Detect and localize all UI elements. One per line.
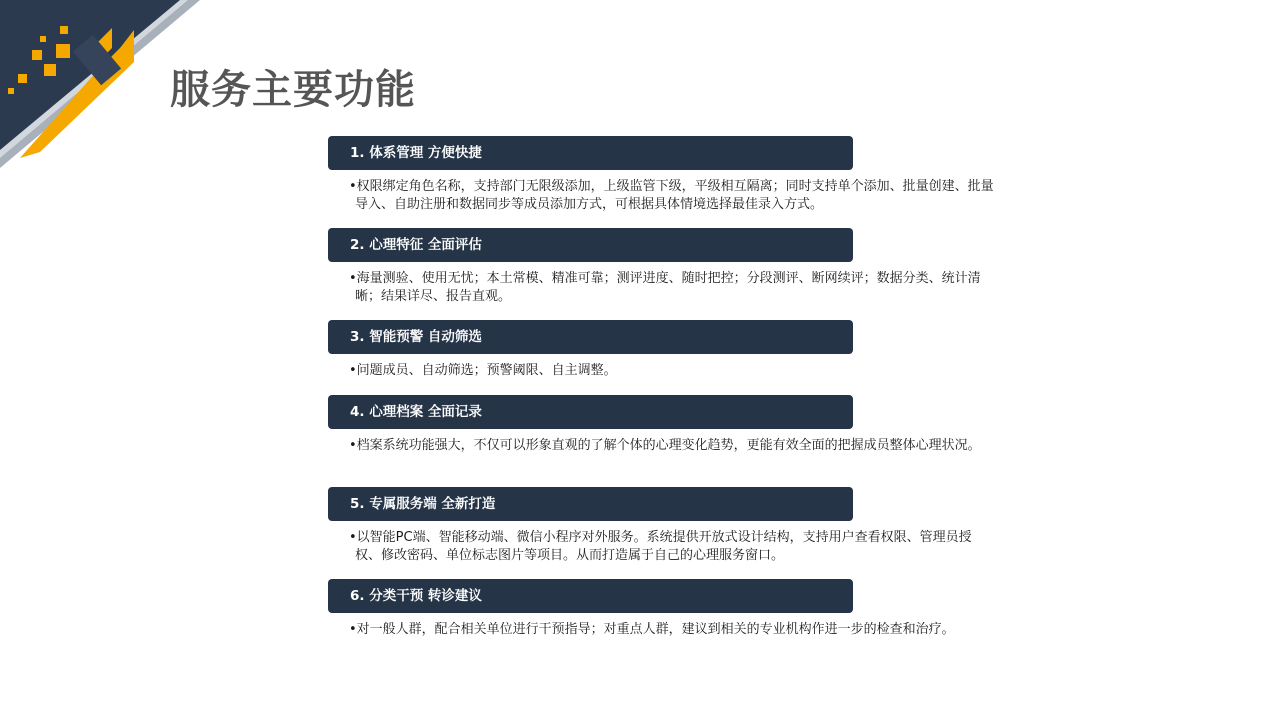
- feature-2-heading: 2. 心理特征 全面评估: [328, 228, 853, 262]
- feature-3-heading: 3. 智能预警 自动筛选: [328, 320, 853, 354]
- feature-6-heading: 6. 分类干预 转诊建议: [328, 579, 853, 613]
- feature-3-description: •问题成员、自动筛选；预警阈限、自主调整。: [349, 363, 617, 378]
- feature-1-heading: 1. 体系管理 方便快捷: [328, 136, 853, 170]
- feature-1-description: •权限绑定角色名称，支持部门无限级添加，上级监管下级，平级相互隔离；同时支持单个添加、批量创建、批量导入、自助注册和数据同步等成员添加方式，可根据具体情境选择最佳录入方式。: [349, 179, 994, 212]
- feature-4-heading: 4. 心理档案 全面记录: [328, 395, 853, 429]
- feature-5-description: •以智能PC端、智能移动端、微信小程序对外服务。系统提供开放式设计结构，支持用户查看权限、管理员授权、修改密码、单位标志图片等项目。从而打造属于自己的心理服务窗口。: [349, 530, 972, 563]
- feature-6-description: •对一般人群，配合相关单位进行干预指导；对重点人群，建议到相关的专业机构作进一步的检查和治疗。: [349, 622, 955, 637]
- feature-5-heading: 5. 专属服务端 全新打造: [328, 487, 853, 521]
- feature-4-description: •档案系统功能强大，不仅可以形象直观的了解个体的心理变化趋势，更能有效全面的把握成员整体心理状况。: [349, 438, 981, 453]
- feature-2-description: •海量测验、使用无忧；本土常模、精准可靠；测评进度、随时把控；分段测评、断网续评；数据分类、统计清晰；结果详尽、报告直观。: [349, 271, 981, 304]
- page-title: 服务主要功能: [170, 67, 416, 113]
